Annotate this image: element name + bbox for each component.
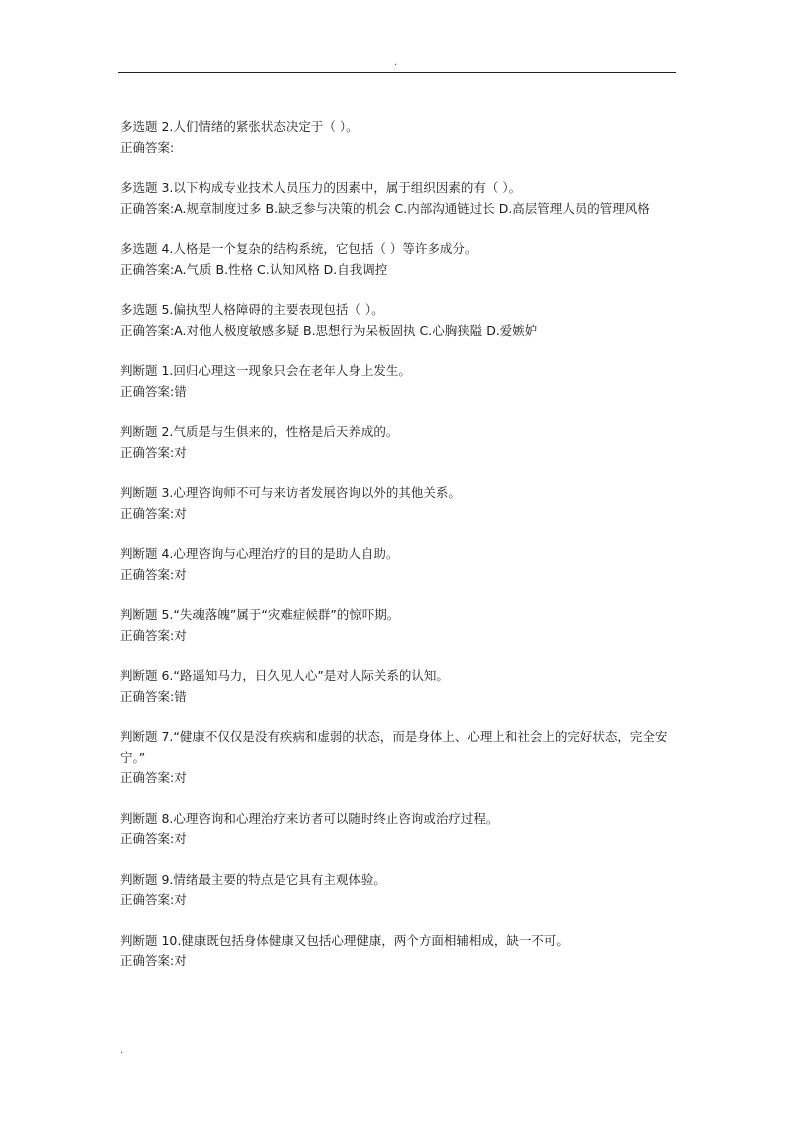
question-text: 判断题 10.健康既包括身体健康又包括心理健康，两个方面相辅相成，缺一不可。 [120,932,569,948]
question-item [120,870,676,911]
question-text: 判断题 7.“健康不仅仅是没有疾病和虚弱的状态，而是身体上、心理上和社会上的完好状态，完全安宁。” [120,729,668,765]
footer-mark: . [120,1045,124,1056]
question-item [120,666,676,707]
question-text: 判断题 6.“路遥知马力，日久见人心”是对人际关系的认知。 [120,668,449,683]
answer-text: 正确答案:错 [120,688,187,704]
answer-text: 正确答案:A.对他人极度敏感多疑 B.思想行为呆板固执 C.心胸狭隘 D.爱嫉妒 [120,322,538,338]
question-item [120,727,676,789]
answer-text: 正确答案:错 [120,383,187,399]
question-item [120,809,676,850]
answer-text: 正确答案:对 [120,770,187,785]
answer-text: 正确答案:对 [120,831,187,846]
question-text: 判断题 8.心理咨询和心理治疗来访者可以随时终止咨询或治疗过程。 [120,810,499,826]
header-mark: . [394,57,398,68]
question-text: 多选题 5.偏执型人格障碍的主要表现包括（ ）。 [120,302,384,317]
answer-text: 正确答案:A.规章制度过多 B.缺乏参与决策的机会 C.内部沟通链过长 D.高层管理人员的管理风格 [120,200,650,216]
answer-text: 正确答案: [120,139,175,155]
question-item [120,605,676,646]
question-item [120,931,676,972]
question-text: 判断题 3.心理咨询师不可与来访者发展咨询以外的其他关系。 [120,485,461,500]
question-item [120,178,676,219]
answer-text: 正确答案:对 [120,627,187,643]
answer-text: 正确答案:对 [120,444,187,460]
answer-text: 正确答案:对 [120,566,187,582]
question-item [120,117,676,158]
answer-text: 正确答案:对 [120,505,187,521]
question-text: 判断题 5.“失魂落魄”属于“灾难症候群”的惊吓期。 [120,607,400,622]
question-item [120,422,676,463]
question-text: 多选题 2.人们情绪的紧张状态决定于（ ）。 [120,119,359,134]
question-text: 判断题 4.心理咨询与心理治疗的目的是助人自助。 [120,546,399,561]
question-text: 判断题 9.情绪最主要的特点是它具有主观体验。 [120,871,386,887]
question-item [120,361,676,402]
question-text: 判断题 2.气质是与生俱来的，性格是后天养成的。 [120,424,399,439]
header-rule [118,72,676,73]
answer-text: 正确答案:对 [120,953,187,968]
question-item [120,239,676,280]
question-text: 判断题 1.回归心理这一现象只会在老年人身上发生。 [120,363,411,378]
answer-text: 正确答案:A.气质 B.性格 C.认知风格 D.自我调控 [120,261,388,277]
question-list [120,117,676,992]
question-text: 多选题 4.人格是一个复杂的结构系统，它包括（ ）等许多成分。 [120,241,478,256]
question-item [120,483,676,524]
question-item [120,300,676,341]
question-item [120,544,676,585]
answer-text: 正确答案:对 [120,892,187,907]
question-text: 多选题 3.以下构成专业技术人员压力的因素中，属于组织因素的有（ ）。 [120,180,522,195]
